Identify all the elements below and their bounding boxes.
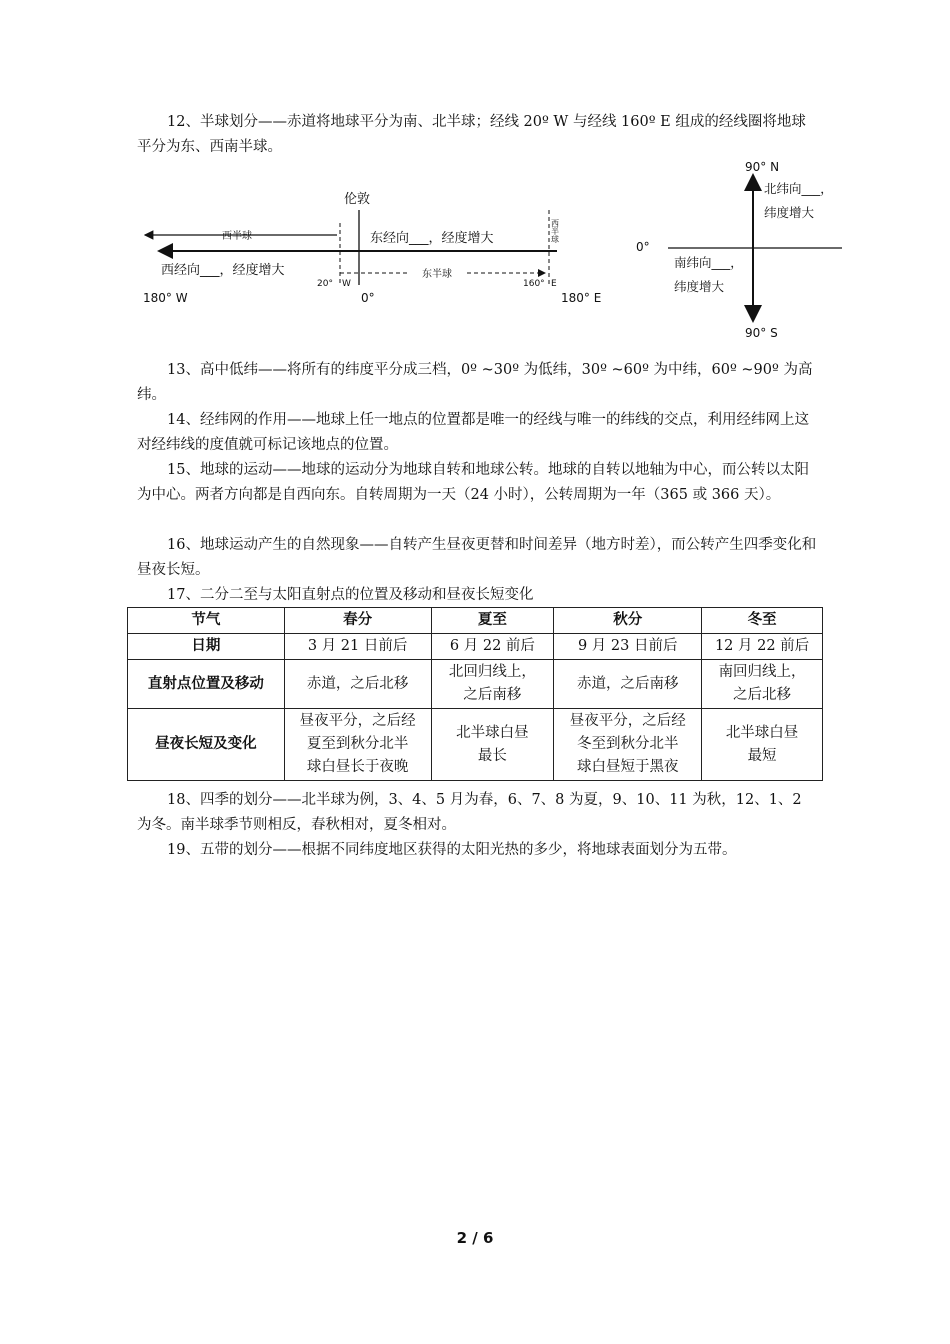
solstice-equinox-table — [127, 607, 823, 781]
page-number: 2 / 6 — [456, 1229, 494, 1247]
table-header: 夏至 — [431, 608, 554, 634]
cell-line: 北回归线上， — [448, 664, 536, 680]
cell-line: 北半球白昼 — [456, 724, 529, 741]
cell-line: 昼夜平分，之后经 — [299, 713, 416, 729]
table-cell — [702, 660, 823, 709]
table-header: 春分 — [284, 608, 431, 634]
longitude-diagram — [137, 185, 617, 315]
cell-line: 之后南移 — [463, 687, 522, 703]
table-cell — [284, 709, 431, 781]
cell-line: 之后北移 — [733, 687, 792, 703]
west-direction-text: 西经向___，经度增大 — [161, 263, 285, 278]
table-cell: 3 月 21 日前后 — [284, 634, 431, 660]
west-hemi-small-label: 西半球 — [550, 219, 560, 243]
label-180e: 180° E — [561, 291, 602, 305]
cell-line: 北半球白昼 — [725, 724, 799, 741]
table-row — [128, 709, 823, 781]
cell-line: 最长 — [477, 747, 507, 764]
paragraph-14: 14、经纬网的作用——地球上任一地点的位置都是唯一的经线与唯一的纬线的交点，利用经纬网上这对经纬线的度值就可标记该地点的位置。 — [137, 412, 809, 453]
lat-south-1: 南纬向___， — [674, 255, 743, 270]
paragraph-19: 19、五带的划分——根据不同纬度地区获得的太阳光热的多少，将地球表面划分为五带。 — [167, 842, 737, 858]
table-cell: 12 月 22 前后 — [702, 634, 823, 660]
paragraph-16: 16、地球运动产生的自然现象——自转产生昼夜更替和时间差异（地方时差），而公转产生四季变化和昼夜长短。 — [137, 537, 817, 578]
east-direction-text: 东经向___，经度增大 — [370, 231, 494, 246]
table-cell — [431, 660, 554, 709]
table-header: 节气 — [128, 608, 285, 634]
paragraph-18: 18、四季的划分——北半球为例，3、4、5 月为春，6、7、8 为夏，9、10、11 为秋，12、1、2 为冬。南半球季节则相反，春秋相对，夏冬相对。 — [137, 792, 802, 833]
table-header: 秋分 — [554, 608, 702, 634]
paragraph-15: 15、地球的运动——地球的运动分为地球自转和地球公转。地球的自转以地轴为中心，而公转以太阳为中心。两者方向都是自西向东。自转周期为一天（24 小时），公转周期为一年（365 或 366 天）。 — [137, 462, 809, 503]
table-row — [128, 660, 823, 709]
table-cell — [431, 709, 554, 781]
label-180w: 180° W — [143, 291, 188, 305]
row-label-date: 日期 — [128, 634, 285, 660]
paragraph-13: 13、高中低纬——将所有的纬度平分成三档，0º ~30º 为低纬，30º ~60º 为中纬，60º ~90º 为高纬。 — [137, 362, 813, 403]
label-20: 20° — [317, 279, 333, 289]
east-hemi-label: 东半球 — [422, 269, 452, 280]
label-160: 160° — [523, 279, 545, 289]
paragraph-17: 17、二分二至与太阳直射点的位置及移动和昼夜长短变化 — [167, 587, 534, 603]
row-label-day: 昼夜长短及变化 — [128, 709, 285, 781]
label-0: 0° — [361, 291, 375, 305]
cell-line: 球白昼长于夜晚 — [306, 759, 409, 775]
cell-line: 球白昼短于黑夜 — [576, 759, 679, 775]
lat-north-2: 纬度增大 — [764, 205, 815, 220]
table-cell: 赤道，之后南移 — [554, 660, 702, 709]
table-cell — [554, 709, 702, 781]
london-label: 伦敦 — [344, 192, 371, 207]
table-cell — [702, 709, 823, 781]
cell-line: 南回归线上， — [718, 664, 806, 680]
table-cell: 赤道，之后北移 — [284, 660, 431, 709]
label-w: W — [342, 279, 351, 289]
cell-line: 夏至到秋分北半 — [306, 736, 409, 752]
row-label-point: 直射点位置及移动 — [128, 660, 285, 709]
table-cell: 9 月 23 日前后 — [554, 634, 702, 660]
cell-line: 最短 — [747, 747, 777, 764]
lat-north-1: 北纬向___， — [764, 181, 833, 196]
table-header-row — [128, 608, 823, 634]
cell-line: 冬至到秋分北半 — [576, 736, 679, 752]
lat-south-2: 纬度增大 — [674, 279, 725, 294]
table-cell: 6 月 22 前后 — [431, 634, 554, 660]
west-hemi-label: 西半球 — [222, 231, 252, 242]
table-header: 冬至 — [702, 608, 823, 634]
label-e: E — [551, 279, 557, 289]
lat-n90: 90° N — [745, 160, 780, 174]
lat-s90: 90° S — [745, 326, 778, 340]
latitude-diagram — [630, 155, 845, 345]
table-row — [128, 634, 823, 660]
paragraph-12: 12、半球划分——赤道将地球平分为南、北半球；经线 20º W 与经线 160º E 组成的经线圈将地球平分为东、西南半球。 — [137, 114, 806, 155]
cell-line: 昼夜平分，之后经 — [569, 713, 686, 729]
lat-zero: 0° — [636, 240, 650, 254]
